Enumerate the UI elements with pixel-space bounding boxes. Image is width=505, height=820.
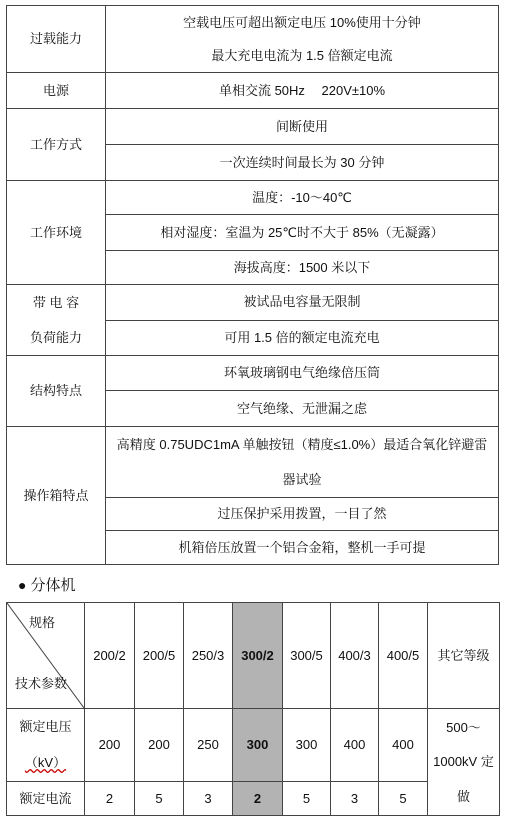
spec-label: 过载能力 bbox=[7, 6, 106, 73]
voltage-label-line1: 额定电压 bbox=[19, 719, 72, 735]
spec-header: 200/2 bbox=[85, 603, 135, 709]
spec-label: 电源 bbox=[7, 73, 106, 109]
spec-line: 空气绝缘、无泄漏之虑 bbox=[106, 391, 499, 427]
spec-cell bbox=[106, 6, 499, 73]
other-note-line2: 1000kV 定 bbox=[433, 754, 494, 770]
spec-line: 温度：-10～40℃ bbox=[106, 181, 499, 215]
current-cell: 5 bbox=[135, 782, 184, 816]
spec-label: 工作环境 bbox=[7, 181, 106, 285]
current-cell: 5 bbox=[379, 782, 428, 816]
spec-line: 最大充电电流为 1.5 倍额定电流 bbox=[211, 47, 393, 63]
spec-line: 高精度 0.75UDC1mA 单触按钮（精度≤1.0%）最适合氧化锌避雷 bbox=[116, 436, 488, 452]
current-cell-highlighted: 2 bbox=[233, 782, 283, 816]
current-cell: 5 bbox=[283, 782, 331, 816]
spec-label: 操作箱特点 bbox=[7, 427, 106, 565]
corner-bottom-label: 技术参数 bbox=[15, 676, 68, 692]
spec-row-capacitive bbox=[7, 285, 499, 321]
spec-line: 间断使用 bbox=[106, 109, 499, 145]
spec-line: 可用 1.5 倍的额定电流充电 bbox=[106, 320, 499, 356]
spec-header: 200/5 bbox=[135, 603, 184, 709]
spec-label-top: 带 电 容 bbox=[32, 294, 80, 310]
voltage-label bbox=[7, 709, 85, 782]
spec-row-structure bbox=[7, 356, 499, 391]
spec-line: 过压保护采用拨置，一目了然 bbox=[106, 498, 499, 531]
current-label: 额定电流 bbox=[7, 782, 85, 816]
spec-line: 单相交流 50Hz 220V±10% bbox=[106, 73, 499, 109]
spec-header: 400/5 bbox=[379, 603, 428, 709]
voltage-cell: 250 bbox=[184, 709, 233, 782]
spec-row-control-box bbox=[7, 427, 499, 498]
other-note-line1: 500～ bbox=[446, 719, 481, 735]
split-header-row bbox=[7, 603, 500, 709]
spec-label bbox=[7, 285, 106, 356]
spec-line: 一次连续时间最长为 30 分钟 bbox=[106, 145, 499, 181]
spec-label: 工作方式 bbox=[7, 109, 106, 181]
spec-line: 环氧玻璃钢电气绝缘倍压筒 bbox=[106, 356, 499, 391]
voltage-cell-highlighted: 300 bbox=[233, 709, 283, 782]
spec-header-highlighted: 300/2 bbox=[233, 603, 283, 709]
current-cell: 2 bbox=[85, 782, 135, 816]
spec-line: 被试品电容量无限制 bbox=[106, 285, 499, 321]
spec-header: 400/3 bbox=[331, 603, 379, 709]
voltage-row bbox=[7, 709, 500, 782]
spec-row-mode bbox=[7, 109, 499, 145]
spec-header: 300/5 bbox=[283, 603, 331, 709]
voltage-cell: 300 bbox=[283, 709, 331, 782]
spec-line: 海拔高度：1500 米以下 bbox=[106, 251, 499, 285]
spec-line: 空载电压可超出额定电压 10%使用十分钟 bbox=[183, 14, 421, 30]
split-unit-table bbox=[6, 602, 500, 816]
voltage-label-line2: （kV） bbox=[24, 755, 67, 771]
corner-top-label: 规格 bbox=[29, 615, 56, 630]
current-cell: 3 bbox=[331, 782, 379, 816]
bullet-icon: ● bbox=[18, 577, 27, 593]
voltage-cell: 200 bbox=[85, 709, 135, 782]
spec-row-environment bbox=[7, 181, 499, 215]
voltage-cell: 400 bbox=[379, 709, 428, 782]
section-heading bbox=[18, 574, 75, 595]
other-note-line3: 做 bbox=[456, 788, 470, 804]
spec-table bbox=[6, 5, 499, 565]
voltage-cell: 400 bbox=[331, 709, 379, 782]
spec-header: 250/3 bbox=[184, 603, 233, 709]
other-grades-note bbox=[428, 709, 500, 816]
spec-line: 机箱倍压放置一个铝合金箱，整机一手可提 bbox=[106, 531, 499, 565]
spec-label-bottom: 负荷能力 bbox=[29, 329, 82, 345]
current-cell: 3 bbox=[184, 782, 233, 816]
current-row bbox=[7, 782, 500, 816]
spec-row-power bbox=[7, 73, 499, 109]
section-heading-text: 分体机 bbox=[30, 577, 76, 594]
spec-cell bbox=[106, 427, 499, 498]
spec-row-overload bbox=[7, 6, 499, 73]
spec-line: 器试验 bbox=[282, 471, 322, 487]
spec-label: 结构特点 bbox=[7, 356, 106, 427]
spec-line: 相对湿度：室温为 25℃时不大于 85%（无凝露） bbox=[106, 215, 499, 251]
voltage-cell: 200 bbox=[135, 709, 184, 782]
corner-cell bbox=[7, 603, 85, 709]
other-grades-header: 其它等级 bbox=[428, 603, 500, 709]
